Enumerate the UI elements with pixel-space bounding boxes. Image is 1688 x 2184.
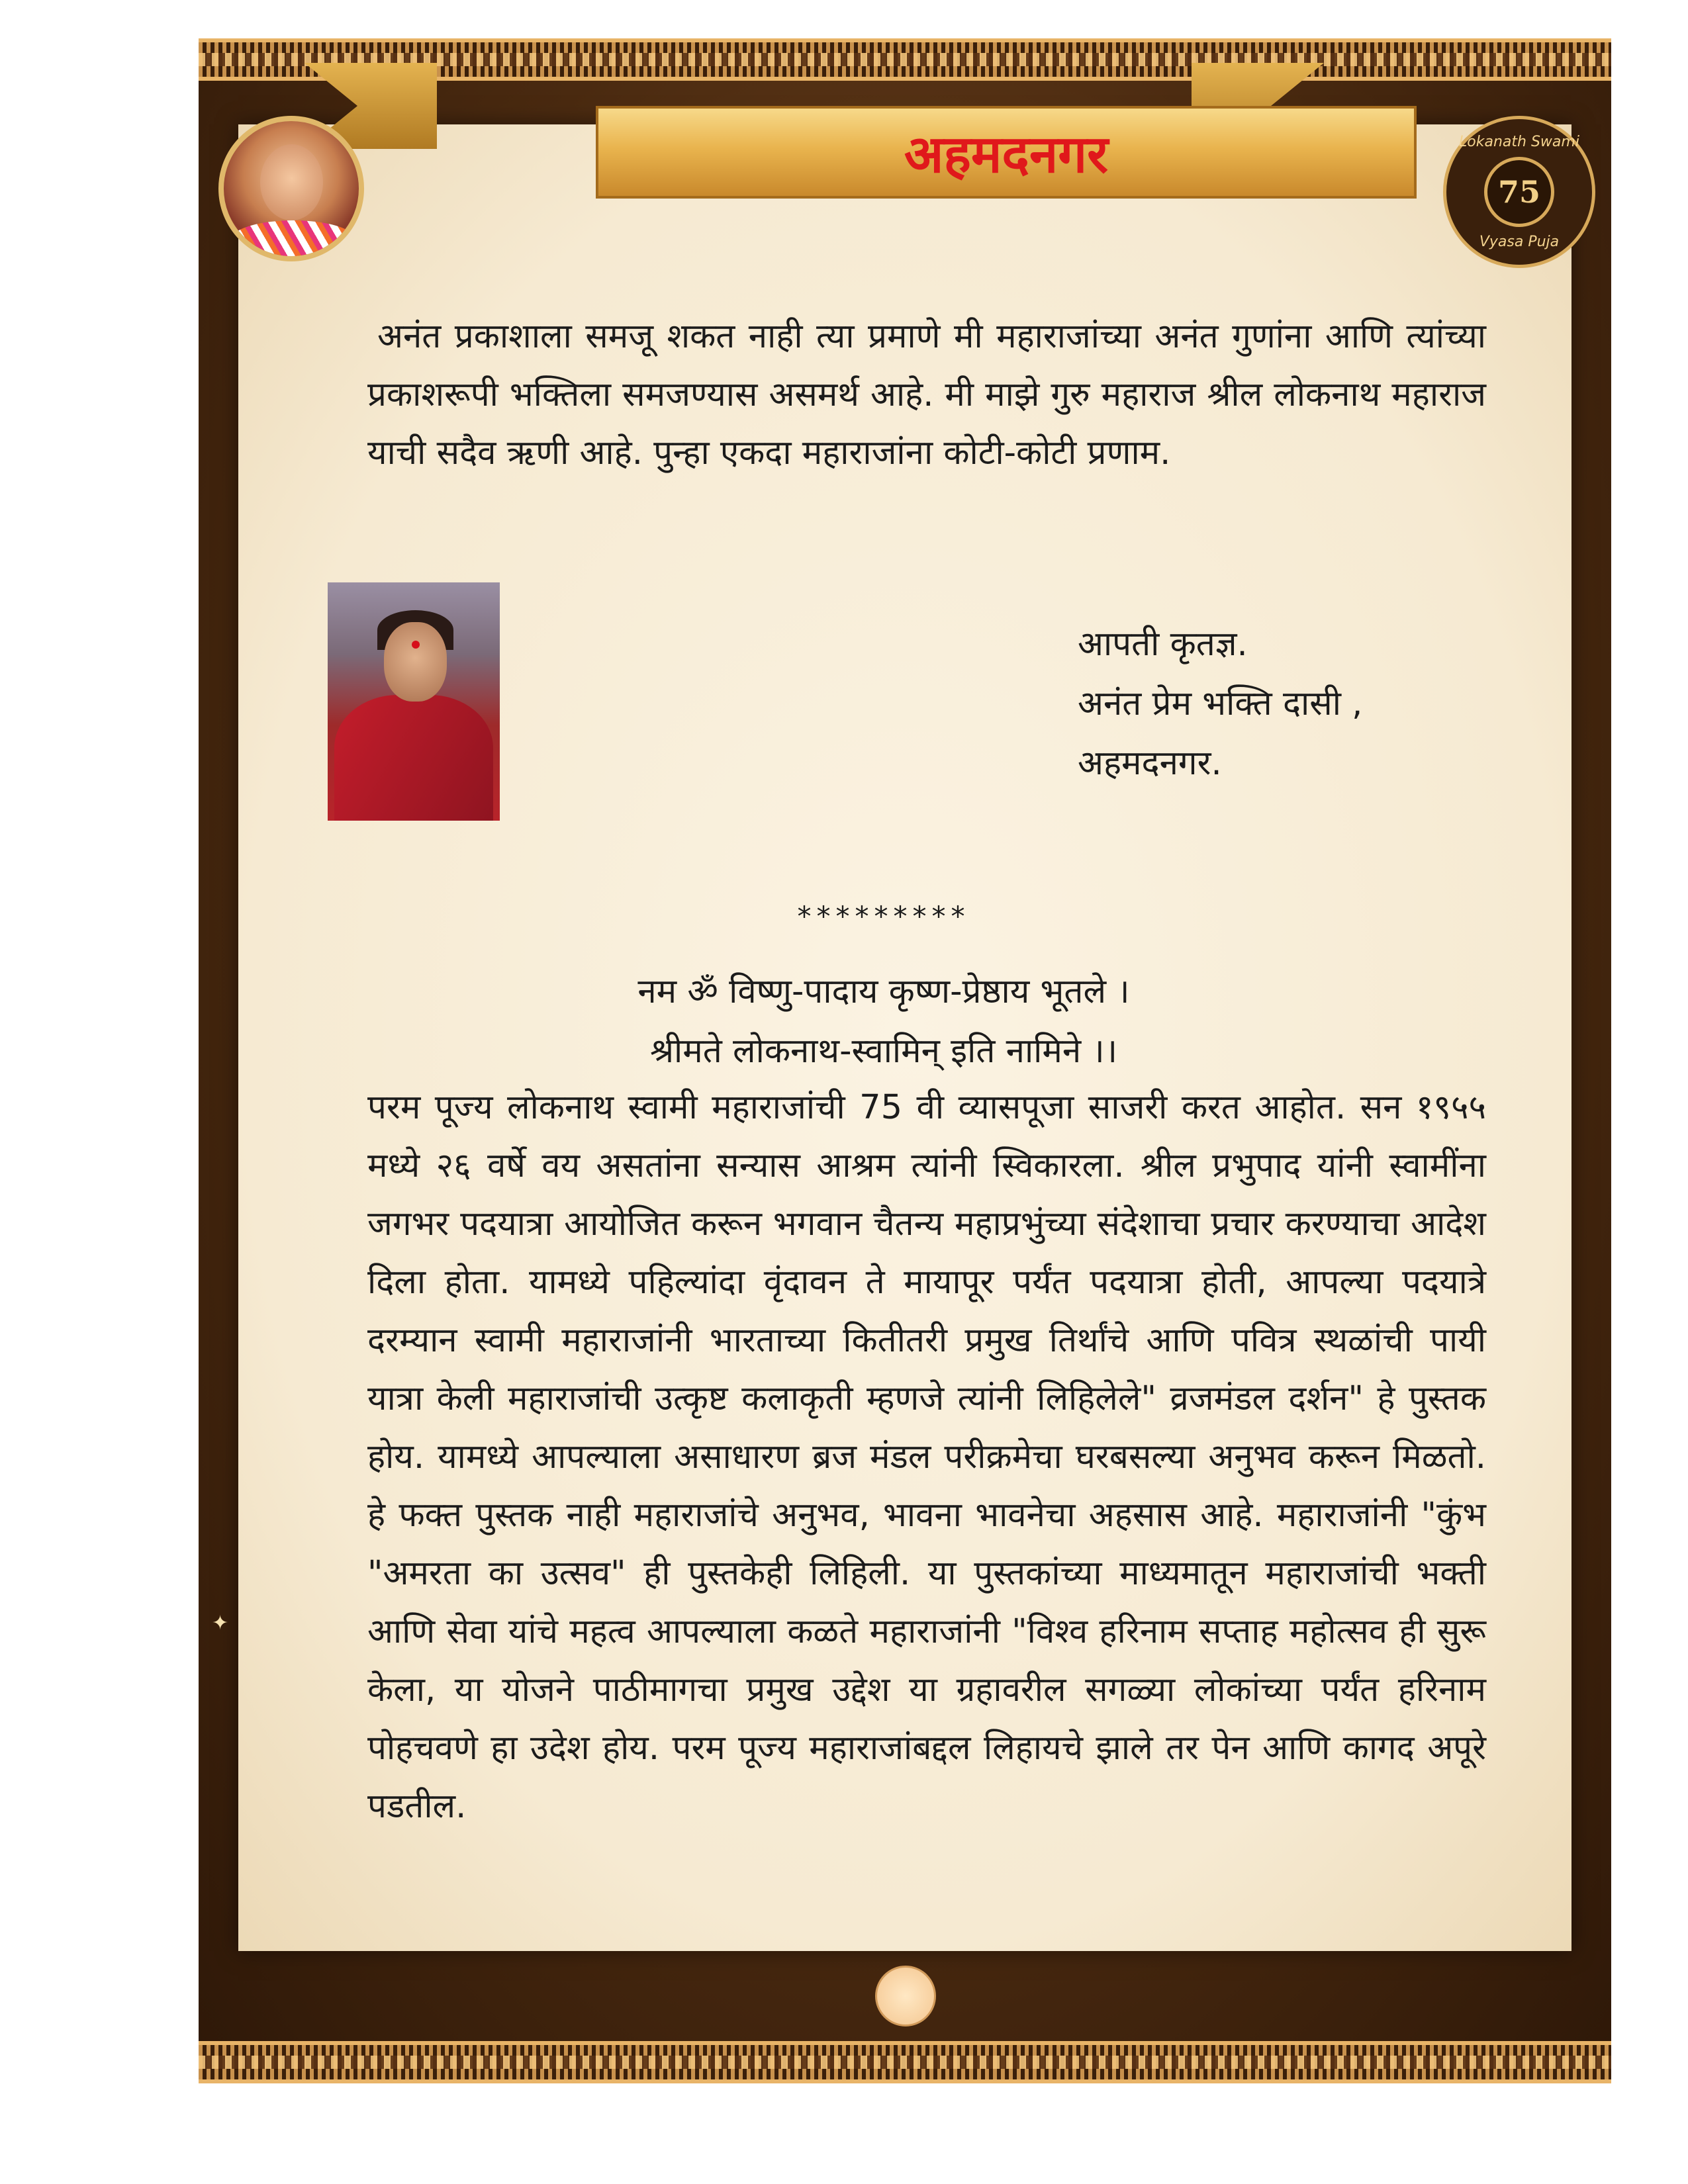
section-separator: ********* bbox=[797, 900, 970, 933]
signature-line-2: अनंत प्रेम भक्ति दासी , bbox=[1078, 684, 1363, 723]
guru-portrait bbox=[218, 116, 364, 261]
letter-two-body: परम पूज्य लोकनाथ स्वामी महाराजांची 75 वी व्यासपूजा साजरी करत आहोत. सन १९५५ मध्ये २६ वर्षे वय असतांना सन्यास आश्रम त्यांनी स्विकारला. श्रील प्रभुपाद यांनी स्वामींना जगभर पदयात्रा आयोजित करून भगवान चैतन्य महाप्रभुंच्या संदेशाचा प्रचार करण्याचा आदेश दिला होता. यामध्ये पहिल्यांदा वृंदावन ते मायापूर पर्यंत पदयात्रा होती, आपल्या पदयात्रे दरम्यान स्वामी महाराजांनी भारताच्या कितीतरी प्रमुख तिर्थांचे आणि पवित्र स्थळांची पायी यात्रा केली महाराजांची उत्कृष्ट कलाकृती म्हणजे त्यांनी लिहिलेले" व्रजमंडल दर्शन" हे पुस्तक होय. यामध्ये आपल्याला असाधारण ब्रज मंडल परीक्रमेचा घरबसल्या अनुभव करून मिळतो. हे फक्त पुस्तक नाही महाराजांचे अनुभव, भावना भावनेचा अहसास आहे. महाराजांनी "कुंभ "अमरता का उत्सव" ही पुस्तकेही लिहिली. या पुस्तकांच्या माध्यमातून महाराजांची भक्ती आणि सेवा यांचे महत्व आपल्याला कळते महाराजांनी "विश्व हरिनाम सप्ताह महोत्सव ही सुरू केला, या योजने पाठीमागचा प्रमुख उद्देश या ग्रहावरील सगळ्या लोकांच्या पर्यंत हरिनाम पोहचवणे हा उदेश होय. परम पूज्य महाराजांबद्दल लिहायचे झाले तर पेन आणि कागद अपूरे पडतील. bbox=[367, 1088, 1486, 1826]
devotee-photo bbox=[328, 582, 500, 821]
signature-line-3: अहमदनगर. bbox=[1078, 744, 1222, 783]
footer-ornament bbox=[875, 1966, 936, 2026]
page-title: अहमदनगर bbox=[904, 125, 1109, 185]
badge-number: 75 bbox=[1484, 157, 1554, 227]
letter-one-body: अनंत प्रकाशाला समजू शकत नाही त्या प्रमाणे मी महाराजांच्या अनंत गुणांना आणि त्यांच्या प्रकाशरूपी भक्तिला समजण्यास असमर्थ आहे. मी माझे गुरु महाराज श्रील लोकनाथ महाराज याची सदैव ऋणी आहे. पुन्हा एकदा महाराजांना कोटी-कोटी प्रणाम. bbox=[367, 317, 1486, 473]
badge-bottom-text: Vyasa Puja bbox=[1479, 234, 1560, 250]
bottom-ornamental-border bbox=[199, 2041, 1611, 2083]
verse-line-1: नम ॐ विष्णु-पादाय कृष्ण-प्रेष्ठाय भूतले । bbox=[637, 972, 1130, 1011]
verse-line-2: श्रीमते लोकनाथ-स्वामिन् इति नामिने ।। bbox=[649, 1032, 1118, 1071]
sparkle-icon: ✦ bbox=[212, 1612, 229, 1635]
title-banner bbox=[596, 106, 1417, 199]
signature-line-1: आपती कृतज्ञ. bbox=[1078, 625, 1248, 664]
vyasa-puja-badge bbox=[1443, 116, 1595, 268]
badge-top-text: Lokanath Swami bbox=[1459, 134, 1579, 150]
